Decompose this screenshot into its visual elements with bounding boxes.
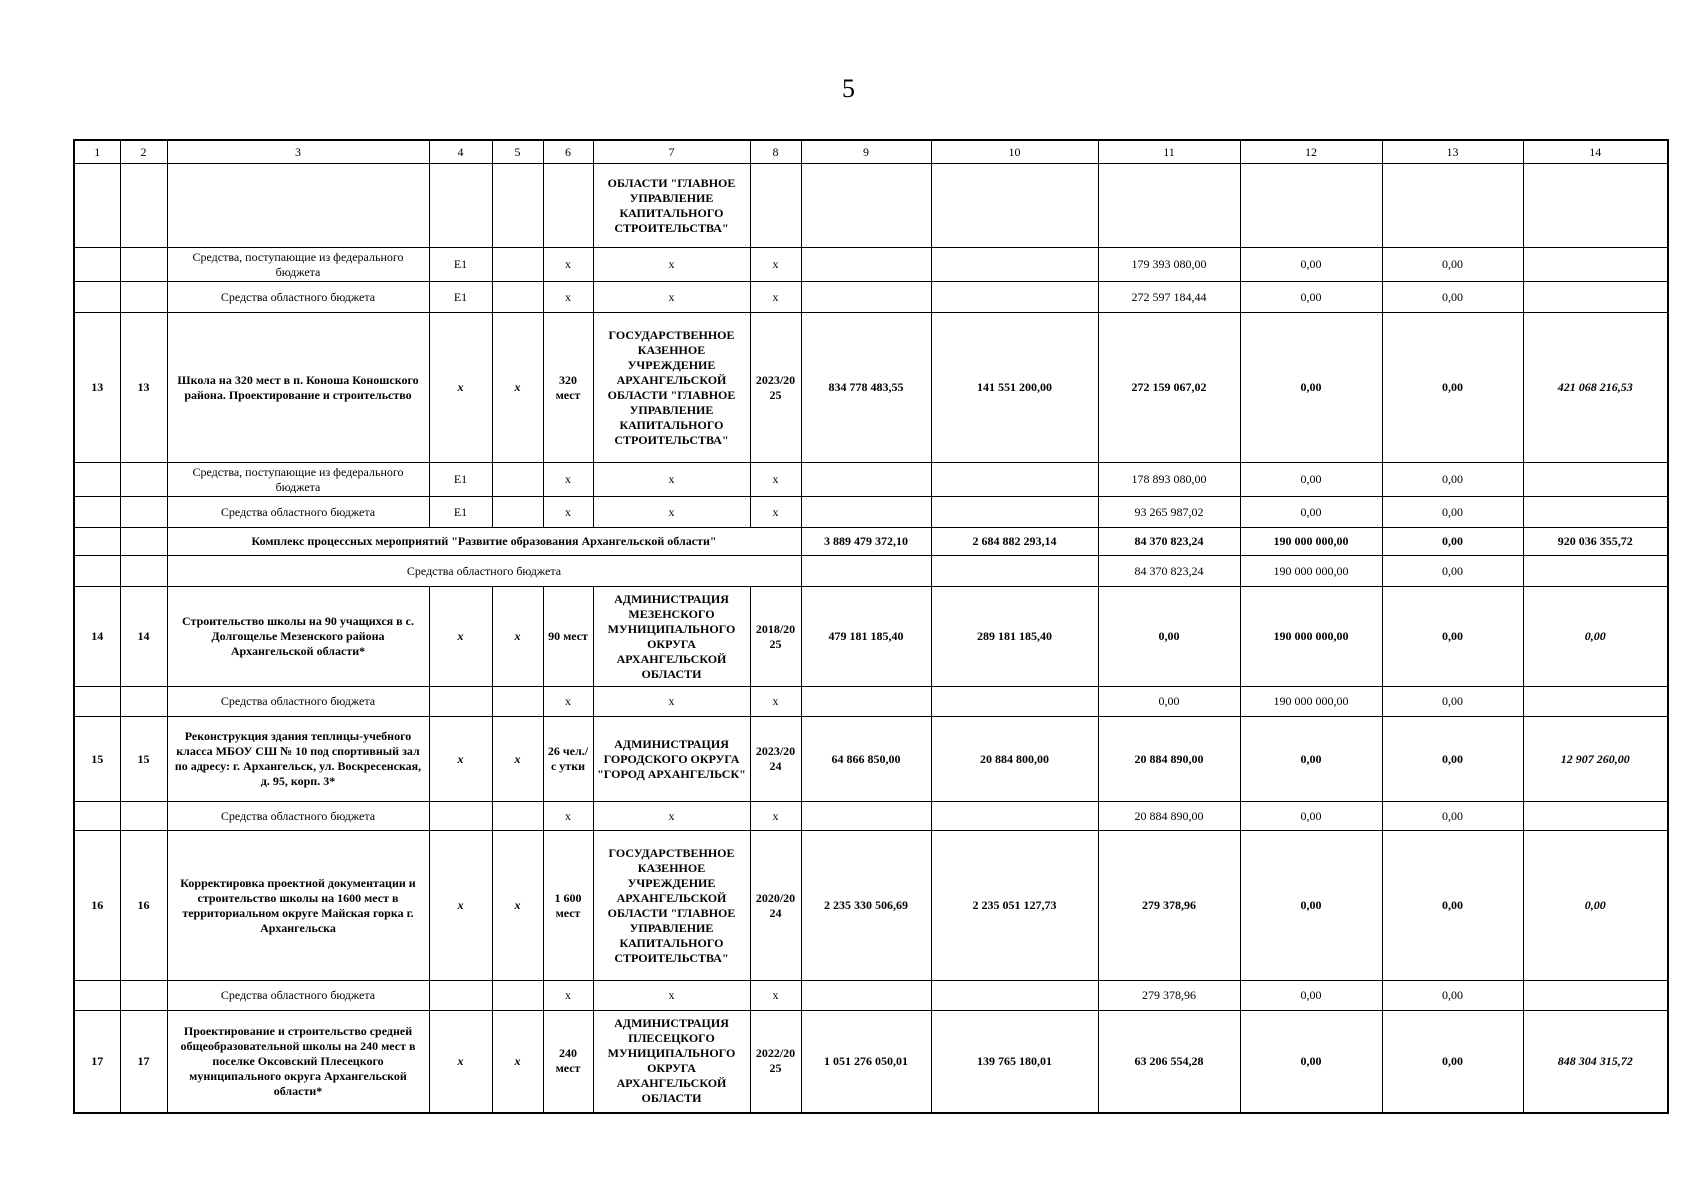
amount-cell: 93 265 987,02 — [1098, 497, 1240, 528]
funding-source: Средства областного бюджета — [167, 497, 429, 528]
amount-cell: 0,00 — [1240, 497, 1382, 528]
amount-cell: 3 889 479 372,10 — [801, 528, 931, 556]
amount-cell: 84 370 823,24 — [1098, 556, 1240, 587]
funding-source: Средства областного бюджета — [167, 981, 429, 1011]
row-number: 16 — [120, 831, 167, 981]
executor-cell: ОБЛАСТИ "ГЛАВНОЕ УПРАВЛЕНИЕ КАПИТАЛЬНОГО СТРОИТЕЛЬСТВА" — [593, 164, 750, 248]
header-cell: 2 — [120, 140, 167, 164]
funding-source: Средства областного бюджета — [167, 282, 429, 313]
amount-cell: 0,00 — [1240, 831, 1382, 981]
amount-cell: 0,00 — [1098, 687, 1240, 717]
amount-cell: 2 684 882 293,14 — [931, 528, 1098, 556]
amount-cell: 0,00 — [1382, 717, 1523, 802]
header-cell: 5 — [492, 140, 543, 164]
funding-source: Средства, поступающие из федерального бюджета — [167, 248, 429, 282]
project-row — [74, 587, 1668, 687]
header-cell: 8 — [750, 140, 801, 164]
header-cell: 7 — [593, 140, 750, 164]
amount-cell: 0,00 — [1382, 248, 1523, 282]
amount-cell: 141 551 200,00 — [931, 313, 1098, 463]
page-number: 5 — [842, 74, 855, 103]
x-cell: x — [593, 981, 750, 1011]
row-number: 13 — [74, 313, 120, 463]
row-number: 16 — [74, 831, 120, 981]
row-number: 15 — [74, 717, 120, 802]
capacity-cell: 320 мест — [543, 313, 593, 463]
project-row — [74, 831, 1668, 981]
header-cell: 12 — [1240, 140, 1382, 164]
row-number: 14 — [74, 587, 120, 687]
amount-cell: 178 893 080,00 — [1098, 463, 1240, 497]
amount-cell: 0,00 — [1382, 687, 1523, 717]
amount-cell: 190 000 000,00 — [1240, 556, 1382, 587]
amount-cell: 479 181 185,40 — [801, 587, 931, 687]
amount-cell: 289 181 185,40 — [931, 587, 1098, 687]
x-cell: x — [543, 802, 593, 831]
amount-cell: 1 051 276 050,01 — [801, 1011, 931, 1113]
capacity-cell: 90 мест — [543, 587, 593, 687]
executor-cell: ГОСУДАРСТВЕННОЕ КАЗЕННОЕ УЧРЕЖДЕНИЕ АРХАНГЕЛЬСКОЙ ОБЛАСТИ "ГЛАВНОЕ УПРАВЛЕНИЕ КАПИТАЛЬНОГО СТРОИТЕЛЬСТВА" — [593, 831, 750, 981]
funding-row — [74, 282, 1668, 313]
amount-cell: 20 884 800,00 — [931, 717, 1098, 802]
amount-cell: 0,00 — [1382, 587, 1523, 687]
header-cell: 10 — [931, 140, 1098, 164]
funding-source: Средства, поступающие из федерального бюджета — [167, 463, 429, 497]
funding-row — [74, 802, 1668, 831]
header-cell: 6 — [543, 140, 593, 164]
header-cell: 13 — [1382, 140, 1523, 164]
header-cell: 1 — [74, 140, 120, 164]
executor-cell: АДМИНИСТРАЦИЯ МЕЗЕНСКОГО МУНИЦИПАЛЬНОГО ОКРУГА АРХАНГЕЛЬСКОЙ ОБЛАСТИ — [593, 587, 750, 687]
complex-name: Комплекс процессных мероприятий "Развитие образования Архангельской области" — [167, 528, 801, 556]
row-number: 15 — [120, 717, 167, 802]
x-cell: x — [593, 687, 750, 717]
funding-row — [74, 248, 1668, 282]
amount-cell: 848 304 315,72 — [1523, 1011, 1668, 1113]
funding-row — [74, 981, 1668, 1011]
x-cell: x — [750, 463, 801, 497]
x-cell: x — [543, 248, 593, 282]
x-cell: x — [593, 497, 750, 528]
funding-row — [74, 497, 1668, 528]
amount-cell: 0,00 — [1382, 981, 1523, 1011]
x-cell: x — [750, 802, 801, 831]
code-cell: Е1 — [429, 282, 492, 313]
x-cell: x — [750, 687, 801, 717]
executor-cell: ГОСУДАРСТВЕННОЕ КАЗЕННОЕ УЧРЕЖДЕНИЕ АРХАНГЕЛЬСКОЙ ОБЛАСТИ "ГЛАВНОЕ УПРАВЛЕНИЕ КАПИТАЛЬНОГО СТРОИТЕЛЬСТВА" — [593, 313, 750, 463]
x-cell: x — [750, 282, 801, 313]
amount-cell: 190 000 000,00 — [1240, 587, 1382, 687]
budget-table — [73, 139, 1669, 1114]
x-cell: x — [429, 717, 492, 802]
x-cell: x — [492, 831, 543, 981]
project-name: Школа на 320 мест в п. Коноша Коношского района. Проектирование и строительство — [167, 313, 429, 463]
period-cell: 2023/20 25 — [750, 313, 801, 463]
amount-cell: 0,00 — [1382, 282, 1523, 313]
x-cell: x — [429, 831, 492, 981]
table-row — [74, 164, 1668, 248]
row-number: 17 — [120, 1011, 167, 1113]
amount-cell: 279 378,96 — [1098, 981, 1240, 1011]
period-cell: 2023/20 24 — [750, 717, 801, 802]
amount-cell: 0,00 — [1382, 831, 1523, 981]
amount-cell: 834 778 483,55 — [801, 313, 931, 463]
period-cell: 2022/20 25 — [750, 1011, 801, 1113]
x-cell: x — [593, 248, 750, 282]
header-cell: 11 — [1098, 140, 1240, 164]
row-number: 13 — [120, 313, 167, 463]
amount-cell: 0,00 — [1098, 587, 1240, 687]
amount-cell: 139 765 180,01 — [931, 1011, 1098, 1113]
x-cell: x — [429, 1011, 492, 1113]
amount-cell: 64 866 850,00 — [801, 717, 931, 802]
executor-cell: АДМИНИСТРАЦИЯ ПЛЕСЕЦКОГО МУНИЦИПАЛЬНОГО ОКРУГА АРХАНГЕЛЬСКОЙ ОБЛАСТИ — [593, 1011, 750, 1113]
header-cell: 9 — [801, 140, 931, 164]
project-name: Проектирование и строительство средней общеобразовательной школы на 240 мест в поселке Оксовский Плесецкого муниципального округа Архангельской области* — [167, 1011, 429, 1113]
funding-source: Средства областного бюджета — [167, 687, 429, 717]
project-name: Корректировка проектной документации и строительство школы на 1600 мест в территориальном округе Майская горка г. Архангельска — [167, 831, 429, 981]
amount-cell: 0,00 — [1240, 981, 1382, 1011]
x-cell: x — [593, 282, 750, 313]
amount-cell: 0,00 — [1240, 1011, 1382, 1113]
x-cell: x — [750, 248, 801, 282]
funding-row — [74, 463, 1668, 497]
amount-cell: 0,00 — [1523, 831, 1668, 981]
row-number: 14 — [120, 587, 167, 687]
x-cell: x — [593, 463, 750, 497]
amount-cell: 0,00 — [1240, 717, 1382, 802]
amount-cell: 0,00 — [1382, 528, 1523, 556]
project-row — [74, 717, 1668, 802]
amount-cell: 84 370 823,24 — [1098, 528, 1240, 556]
amount-cell: 179 393 080,00 — [1098, 248, 1240, 282]
x-cell: x — [492, 313, 543, 463]
row-number: 17 — [74, 1011, 120, 1113]
amount-cell: 63 206 554,28 — [1098, 1011, 1240, 1113]
header-cell: 14 — [1523, 140, 1668, 164]
code-cell: Е1 — [429, 497, 492, 528]
amount-cell: 0,00 — [1382, 313, 1523, 463]
x-cell: x — [750, 497, 801, 528]
amount-cell: 920 036 355,72 — [1523, 528, 1668, 556]
amount-cell: 0,00 — [1382, 556, 1523, 587]
x-cell: x — [543, 497, 593, 528]
amount-cell: 2 235 051 127,73 — [931, 831, 1098, 981]
project-row — [74, 313, 1668, 463]
x-cell: x — [593, 802, 750, 831]
funding-row — [74, 687, 1668, 717]
project-name: Строительство школы на 90 учащихся в с. Долгощелье Мезенского района Архангельской области* — [167, 587, 429, 687]
capacity-cell: 240 мест — [543, 1011, 593, 1113]
amount-cell: 0,00 — [1240, 313, 1382, 463]
amount-cell: 0,00 — [1240, 282, 1382, 313]
header-row — [74, 140, 1668, 164]
x-cell: x — [429, 313, 492, 463]
project-row — [74, 1011, 1668, 1113]
amount-cell: 20 884 890,00 — [1098, 717, 1240, 802]
period-cell: 2020/20 24 — [750, 831, 801, 981]
amount-cell: 0,00 — [1240, 463, 1382, 497]
amount-cell: 272 159 067,02 — [1098, 313, 1240, 463]
x-cell: x — [543, 463, 593, 497]
funding-row — [74, 556, 1668, 587]
amount-cell: 12 907 260,00 — [1523, 717, 1668, 802]
x-cell: x — [492, 1011, 543, 1113]
x-cell: x — [543, 687, 593, 717]
x-cell: x — [492, 587, 543, 687]
amount-cell: 190 000 000,00 — [1240, 528, 1382, 556]
amount-cell: 421 068 216,53 — [1523, 313, 1668, 463]
capacity-cell: 26 чел./с утки — [543, 717, 593, 802]
amount-cell: 0,00 — [1523, 587, 1668, 687]
executor-cell: АДМИНИСТРАЦИЯ ГОРОДСКОГО ОКРУГА "ГОРОД АРХАНГЕЛЬСК" — [593, 717, 750, 802]
amount-cell: 2 235 330 506,69 — [801, 831, 931, 981]
x-cell: x — [543, 981, 593, 1011]
amount-cell: 0,00 — [1382, 1011, 1523, 1113]
amount-cell: 0,00 — [1240, 248, 1382, 282]
amount-cell: 0,00 — [1382, 802, 1523, 831]
header-cell: 3 — [167, 140, 429, 164]
amount-cell: 279 378,96 — [1098, 831, 1240, 981]
funding-source: Средства областного бюджета — [167, 802, 429, 831]
x-cell: x — [543, 282, 593, 313]
complex-row — [74, 528, 1668, 556]
header-cell: 4 — [429, 140, 492, 164]
amount-cell: 0,00 — [1240, 802, 1382, 831]
period-cell: 2018/20 25 — [750, 587, 801, 687]
amount-cell: 0,00 — [1382, 463, 1523, 497]
code-cell: Е1 — [429, 248, 492, 282]
capacity-cell: 1 600 мест — [543, 831, 593, 981]
amount-cell: 272 597 184,44 — [1098, 282, 1240, 313]
x-cell: x — [492, 717, 543, 802]
code-cell: Е1 — [429, 463, 492, 497]
project-name: Реконструкция здания теплицы-учебного класса МБОУ СШ № 10 под спортивный зал по адресу: г. Архангельск, ул. Воскресенская, д. 95, корп. 3* — [167, 717, 429, 802]
amount-cell: 20 884 890,00 — [1098, 802, 1240, 831]
amount-cell: 190 000 000,00 — [1240, 687, 1382, 717]
x-cell: x — [750, 981, 801, 1011]
funding-source: Средства областного бюджета — [167, 556, 801, 587]
x-cell: x — [429, 587, 492, 687]
amount-cell: 0,00 — [1382, 497, 1523, 528]
